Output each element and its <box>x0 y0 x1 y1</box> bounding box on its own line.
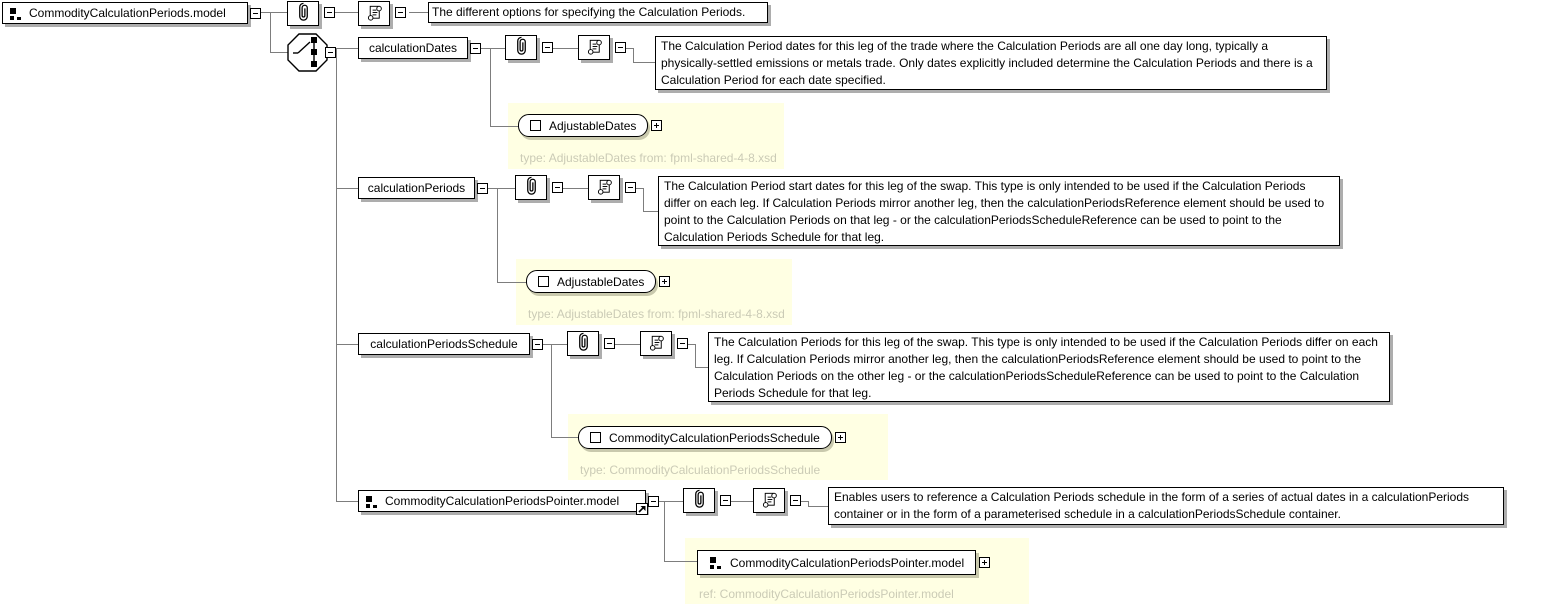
collapse-toggle[interactable] <box>324 7 335 18</box>
collapse-toggle[interactable] <box>250 8 261 19</box>
documentation-text <box>428 2 768 23</box>
complex-type-icon <box>538 276 549 287</box>
choice-compositor-icon[interactable] <box>287 33 328 75</box>
connector <box>409 12 428 13</box>
documentation-label: The Calculation Period start dates for this leg of the swap. This type is only intended to be used if the Calculation Periods differ on each leg. If Calculation Periods mirror another leg, then the calculationPeriodsReference element should be used to point to the Calculation Periods on that leg - or the calculationPeriodsScheduleReference can be used to point to the Calculation Periods Schedule for that leg. <box>664 179 1325 244</box>
collapse-toggle[interactable] <box>790 495 801 506</box>
scroll-document-icon <box>760 489 779 513</box>
connector <box>664 501 665 562</box>
connector <box>633 48 634 63</box>
ref-box-pointer-model[interactable] <box>697 550 976 575</box>
annotation-node[interactable] <box>683 488 715 513</box>
type-box-AdjustableDates[interactable] <box>518 114 648 137</box>
model-group-icon <box>709 556 722 569</box>
complex-type-icon <box>530 120 541 131</box>
documentation-node[interactable] <box>640 331 672 356</box>
connector <box>490 126 519 127</box>
expand-toggle[interactable] <box>659 276 670 287</box>
collapse-toggle[interactable] <box>477 183 488 194</box>
annotation-node[interactable] <box>505 35 537 60</box>
paperclip-icon <box>523 175 540 200</box>
type-label: AdjustableDates <box>557 274 645 289</box>
type-label: AdjustableDates <box>549 118 637 133</box>
connector <box>543 344 567 345</box>
element-box-calculationPeriodsSchedule[interactable] <box>358 333 530 355</box>
connector <box>336 48 358 49</box>
annotation-node[interactable] <box>515 175 547 200</box>
collapse-toggle[interactable] <box>532 339 543 350</box>
element-label: calculationDates <box>368 41 458 55</box>
paperclip-icon <box>295 1 312 26</box>
paperclip-icon <box>575 331 592 356</box>
type-label: CommodityCalculationPeriodsSchedule <box>609 430 820 445</box>
complex-type-icon <box>590 432 601 443</box>
collapse-toggle[interactable] <box>604 338 615 349</box>
connector <box>336 501 358 502</box>
connector <box>633 62 655 63</box>
paperclip-icon <box>691 488 708 513</box>
documentation-label: The different options for specifying the Calculation Periods. <box>432 5 746 19</box>
collapse-toggle[interactable] <box>395 7 406 18</box>
connector <box>695 367 708 368</box>
connector <box>490 48 491 126</box>
ref-caption: ref: CommodityCalculationPeriodsPointer.model <box>699 587 954 601</box>
connector <box>553 48 578 49</box>
connector <box>695 344 696 368</box>
ref-label: CommodityCalculationPeriodsPointer.model <box>730 555 965 570</box>
connector-trunk <box>336 48 337 501</box>
documentation-label: The Calculation Period dates for this leg of the trade where the Calculation Periods are all one day long, typically a physically-settled emissions or metals trade. Only dates explicitly included determine the Calculation Periods and there is a Calculation Period for each date specified. <box>661 39 1313 87</box>
expand-toggle[interactable] <box>651 120 662 131</box>
model-group-box-pointer[interactable] <box>358 490 646 512</box>
scroll-document-icon <box>585 36 604 60</box>
connector <box>497 282 527 283</box>
scroll-document-icon <box>365 2 384 26</box>
documentation-text <box>658 176 1340 246</box>
connector <box>731 501 753 502</box>
element-label: calculationPeriodsSchedule <box>370 337 518 351</box>
root-model-label: CommodityCalculationPeriods.model <box>29 6 226 20</box>
connector <box>551 344 552 438</box>
connector <box>643 211 658 212</box>
connector <box>481 48 505 49</box>
connector <box>808 506 828 507</box>
connector <box>563 188 588 189</box>
documentation-node[interactable] <box>588 175 620 200</box>
collapse-toggle[interactable] <box>325 47 336 58</box>
annotation-node[interactable] <box>287 1 319 26</box>
documentation-node[interactable] <box>578 35 610 60</box>
documentation-node[interactable] <box>358 1 390 26</box>
connector <box>270 52 288 53</box>
connector <box>615 344 640 345</box>
collapse-toggle[interactable] <box>720 495 731 506</box>
type-caption: type: AdjustableDates from: fpml-shared-4-8.xsd <box>520 151 777 165</box>
collapse-toggle[interactable] <box>625 182 636 193</box>
scroll-document-icon <box>595 176 614 200</box>
connector <box>336 344 358 345</box>
documentation-text <box>828 487 1504 525</box>
element-label: CommodityCalculationPeriodsPointer.model <box>385 494 620 508</box>
paperclip-icon <box>513 35 530 60</box>
documentation-label: The Calculation Periods for this leg of the swap. This type is only intended to be used if the Calculation Periods differ on each leg. If Calculation Periods mirror another leg, then the calculationPeriodsReference element should be used to point to the Calculation Periods on the other leg - or the calculationPeriodsScheduleReference can be used to point to the Calculation Periods Schedule for that leg. <box>714 335 1378 400</box>
documentation-text <box>655 36 1327 90</box>
connector <box>488 188 515 189</box>
expand-toggle[interactable] <box>835 432 846 443</box>
collapse-toggle[interactable] <box>615 42 626 53</box>
collapse-toggle[interactable] <box>542 42 553 53</box>
documentation-label: Enables users to reference a Calculation Periods schedule in the form of a series of actual dates in a calculationPeriods container or in the form of a parameterised schedule in a calculationPeriodsSchedule container. <box>834 490 1470 521</box>
root-model-group-box[interactable] <box>2 2 248 24</box>
connector <box>497 188 498 282</box>
element-box-calculationPeriods[interactable] <box>358 177 475 199</box>
collapse-toggle[interactable] <box>552 182 563 193</box>
scroll-document-icon <box>647 332 666 356</box>
connector <box>261 12 288 13</box>
connector <box>551 437 579 438</box>
goto-definition-arrow-icon[interactable] <box>636 503 648 515</box>
connector <box>643 188 644 212</box>
element-label: calculationPeriods <box>367 181 466 195</box>
connector <box>664 561 698 562</box>
collapse-toggle[interactable] <box>648 496 659 507</box>
connector <box>335 12 358 13</box>
collapse-toggle[interactable] <box>470 43 481 54</box>
expand-toggle[interactable] <box>979 557 990 568</box>
type-caption: type: AdjustableDates from: fpml-shared-4-8.xsd <box>528 307 785 321</box>
collapse-toggle[interactable] <box>677 338 688 349</box>
model-group-icon <box>365 495 378 508</box>
annotation-node[interactable] <box>567 331 599 356</box>
model-group-icon <box>9 7 22 20</box>
element-box-calculationDates[interactable] <box>358 37 468 59</box>
documentation-node[interactable] <box>753 488 785 513</box>
connector <box>336 188 358 189</box>
type-caption: type: CommodityCalculationPeriodsSchedule <box>580 463 821 477</box>
documentation-text <box>708 332 1390 402</box>
connector <box>659 501 683 502</box>
connector <box>270 12 271 53</box>
type-box-AdjustableDates[interactable] <box>526 270 656 293</box>
type-box-CommodityCalculationPeriodsSchedule[interactable] <box>578 426 832 449</box>
